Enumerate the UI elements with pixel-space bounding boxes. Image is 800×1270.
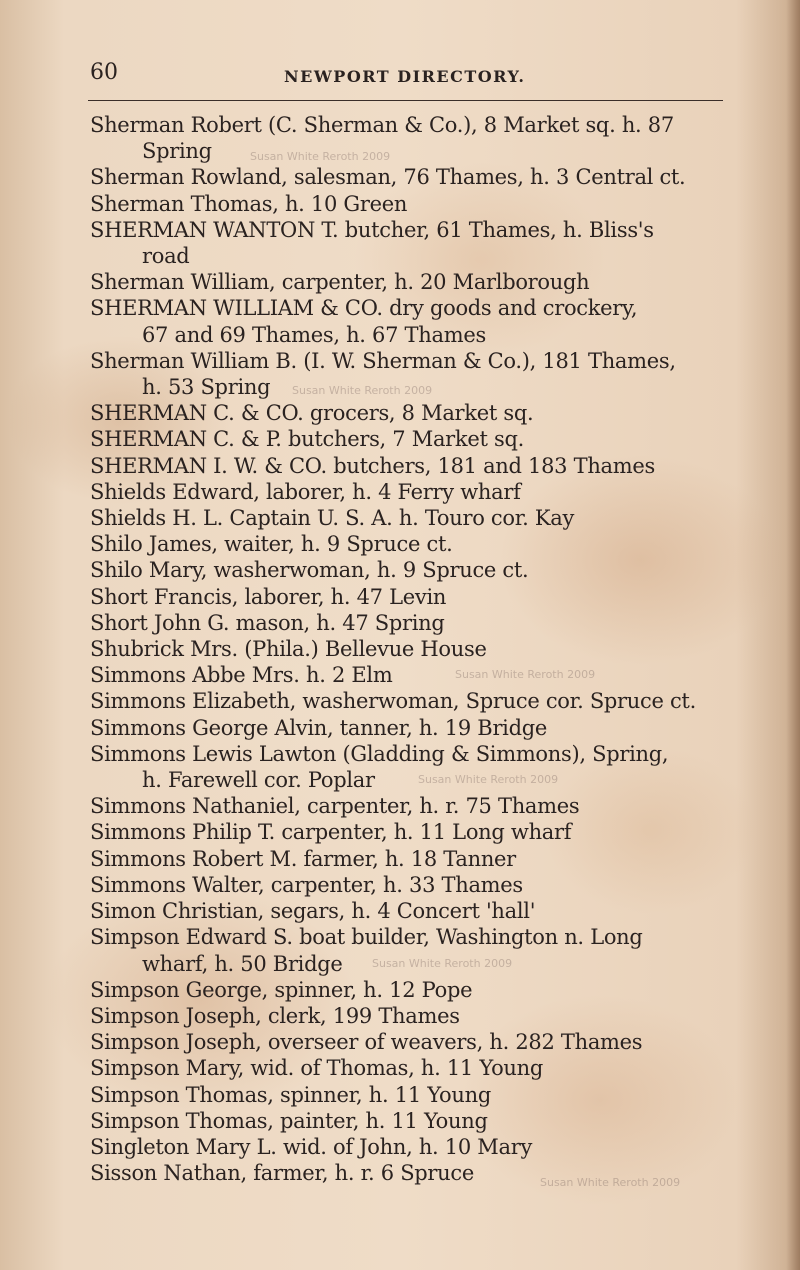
entry-line: Simmons Walter, carpenter, h. 33 Thames — [90, 872, 523, 897]
directory-entry — [90, 531, 740, 557]
directory-entry — [90, 453, 740, 479]
directory-entry — [90, 112, 740, 164]
directory-entry — [90, 1055, 740, 1081]
entry-continuation-line: 67 and 69 Thames, h. 67 Thames — [142, 322, 486, 347]
entry-line: Simmons Abbe Mrs. h. 2 Elm — [90, 663, 393, 688]
entry-continuation-line: h. 53 Spring — [142, 375, 271, 400]
watermark: Susan White Reroth 2009 — [418, 773, 559, 786]
directory-entry — [90, 557, 740, 583]
entry-line: Simmons Robert M. farmer, h. 18 Tanner — [90, 846, 516, 871]
directory-entry — [90, 977, 740, 1003]
entry-continuation-line: h. Farewell cor. Poplar — [142, 768, 375, 793]
entry-line: SHERMAN C. & P. butchers, 7 Market sq. — [90, 427, 524, 452]
directory-entry — [90, 164, 740, 190]
entry-line: Shields Edward, laborer, h. 4 Ferry wharf — [90, 479, 521, 504]
entry-line: Simpson Joseph, clerk, 199 Thames — [90, 1003, 460, 1028]
entry-line: Simon Christian, segars, h. 4 Concert 'hall' — [90, 899, 536, 924]
directory-entry — [90, 741, 740, 793]
watermark: Susan White Reroth 2009 — [455, 668, 596, 681]
entry-line: Shubrick Mrs. (Phila.) Bellevue House — [90, 637, 487, 662]
entry-line: Short Francis, laborer, h. 47 Levin — [90, 584, 447, 609]
entry-line: Shilo James, waiter, h. 9 Spruce ct. — [90, 532, 453, 557]
entry-line: SHERMAN WANTON T. butcher, 61 Thames, h. Bliss's — [90, 217, 654, 242]
entry-line: Simpson Joseph, overseer of weavers, h. 282 Thames — [90, 1030, 643, 1055]
directory-entry — [90, 1029, 740, 1055]
directory-entry — [90, 191, 740, 217]
entry-line: SHERMAN WILLIAM & CO. dry goods and crockery, — [90, 296, 638, 321]
entry-line: Simmons Lewis Lawton (Gladding & Simmons), Spring, — [90, 741, 669, 766]
entry-continuation-line: Spring — [142, 139, 212, 164]
page-header — [88, 60, 723, 101]
directory-entry — [90, 819, 740, 845]
entry-line: Sherman Robert (C. Sherman & Co.), 8 Market sq. h. 87 — [90, 113, 674, 137]
entry-line: Sisson Nathan, farmer, h. r. 6 Spruce — [90, 1161, 474, 1186]
directory-entry — [90, 584, 740, 610]
directory-entry — [90, 1003, 740, 1029]
entry-line: Sherman William B. (I. W. Sherman & Co.), 181 Thames, — [90, 348, 676, 373]
entry-line: Sherman Rowland, salesman, 76 Thames, h. 3 Central ct. — [90, 165, 686, 190]
page-number: 60 — [90, 60, 118, 85]
directory-entry — [90, 1108, 740, 1134]
entry-line: Simmons Elizabeth, washerwoman, Spruce cor. Spruce ct. — [90, 689, 696, 714]
directory-entry — [90, 479, 740, 505]
entry-line: Singleton Mary L. wid. of John, h. 10 Mary — [90, 1134, 533, 1159]
entry-line: SHERMAN I. W. & CO. butchers, 181 and 183 Thames — [90, 453, 655, 478]
directory-entry — [90, 688, 740, 714]
page-edge-shadow — [786, 0, 800, 1270]
watermark: Susan White Reroth 2009 — [250, 150, 391, 163]
directory-entry — [90, 715, 740, 741]
directory-entry — [90, 662, 740, 688]
entry-line: Simpson Edward S. boat builder, Washington n. Long — [90, 925, 643, 950]
directory-entry — [90, 846, 740, 872]
directory-entry — [90, 295, 740, 347]
watermark: Susan White Reroth 2009 — [372, 957, 513, 970]
directory-entry — [90, 610, 740, 636]
watermark: Susan White Reroth 2009 — [292, 384, 433, 397]
entry-line: Simpson George, spinner, h. 12 Pope — [90, 977, 473, 1002]
directory-entries — [90, 112, 740, 1186]
entry-line: Simpson Thomas, painter, h. 11 Young — [90, 1108, 488, 1133]
entry-line: Simpson Mary, wid. of Thomas, h. 11 Young — [90, 1056, 544, 1081]
entry-line: Shields H. L. Captain U. S. A. h. Touro cor. Kay — [90, 506, 575, 531]
directory-entry — [90, 636, 740, 662]
watermark: Susan White Reroth 2009 — [540, 1176, 681, 1189]
running-head: NEWPORT DIRECTORY. — [284, 67, 526, 86]
entry-line: Short John G. mason, h. 47 Spring — [90, 610, 445, 635]
entry-line: Simmons Nathaniel, carpenter, h. r. 75 Thames — [90, 794, 580, 819]
directory-entry — [90, 898, 740, 924]
entry-line: Sherman Thomas, h. 10 Green — [90, 191, 408, 216]
directory-entry — [90, 1082, 740, 1108]
directory-entry — [90, 1134, 740, 1160]
entry-line: Shilo Mary, washerwoman, h. 9 Spruce ct. — [90, 558, 529, 583]
entry-line: SHERMAN C. & CO. grocers, 8 Market sq. — [90, 401, 534, 426]
directory-entry — [90, 872, 740, 898]
entry-line: Simmons Philip T. carpenter, h. 11 Long wharf — [90, 820, 572, 845]
directory-entry — [90, 269, 740, 295]
directory-entry — [90, 505, 740, 531]
directory-entry — [90, 217, 740, 269]
directory-entry — [90, 426, 740, 452]
entry-line: Simmons George Alvin, tanner, h. 19 Bridge — [90, 715, 548, 740]
entry-continuation-line: wharf, h. 50 Bridge — [142, 951, 343, 976]
entry-line: Simpson Thomas, spinner, h. 11 Young — [90, 1082, 491, 1107]
directory-entry — [90, 400, 740, 426]
entry-continuation-line: road — [142, 244, 190, 269]
entry-line: Sherman William, carpenter, h. 20 Marlborough — [90, 270, 590, 295]
directory-entry — [90, 793, 740, 819]
